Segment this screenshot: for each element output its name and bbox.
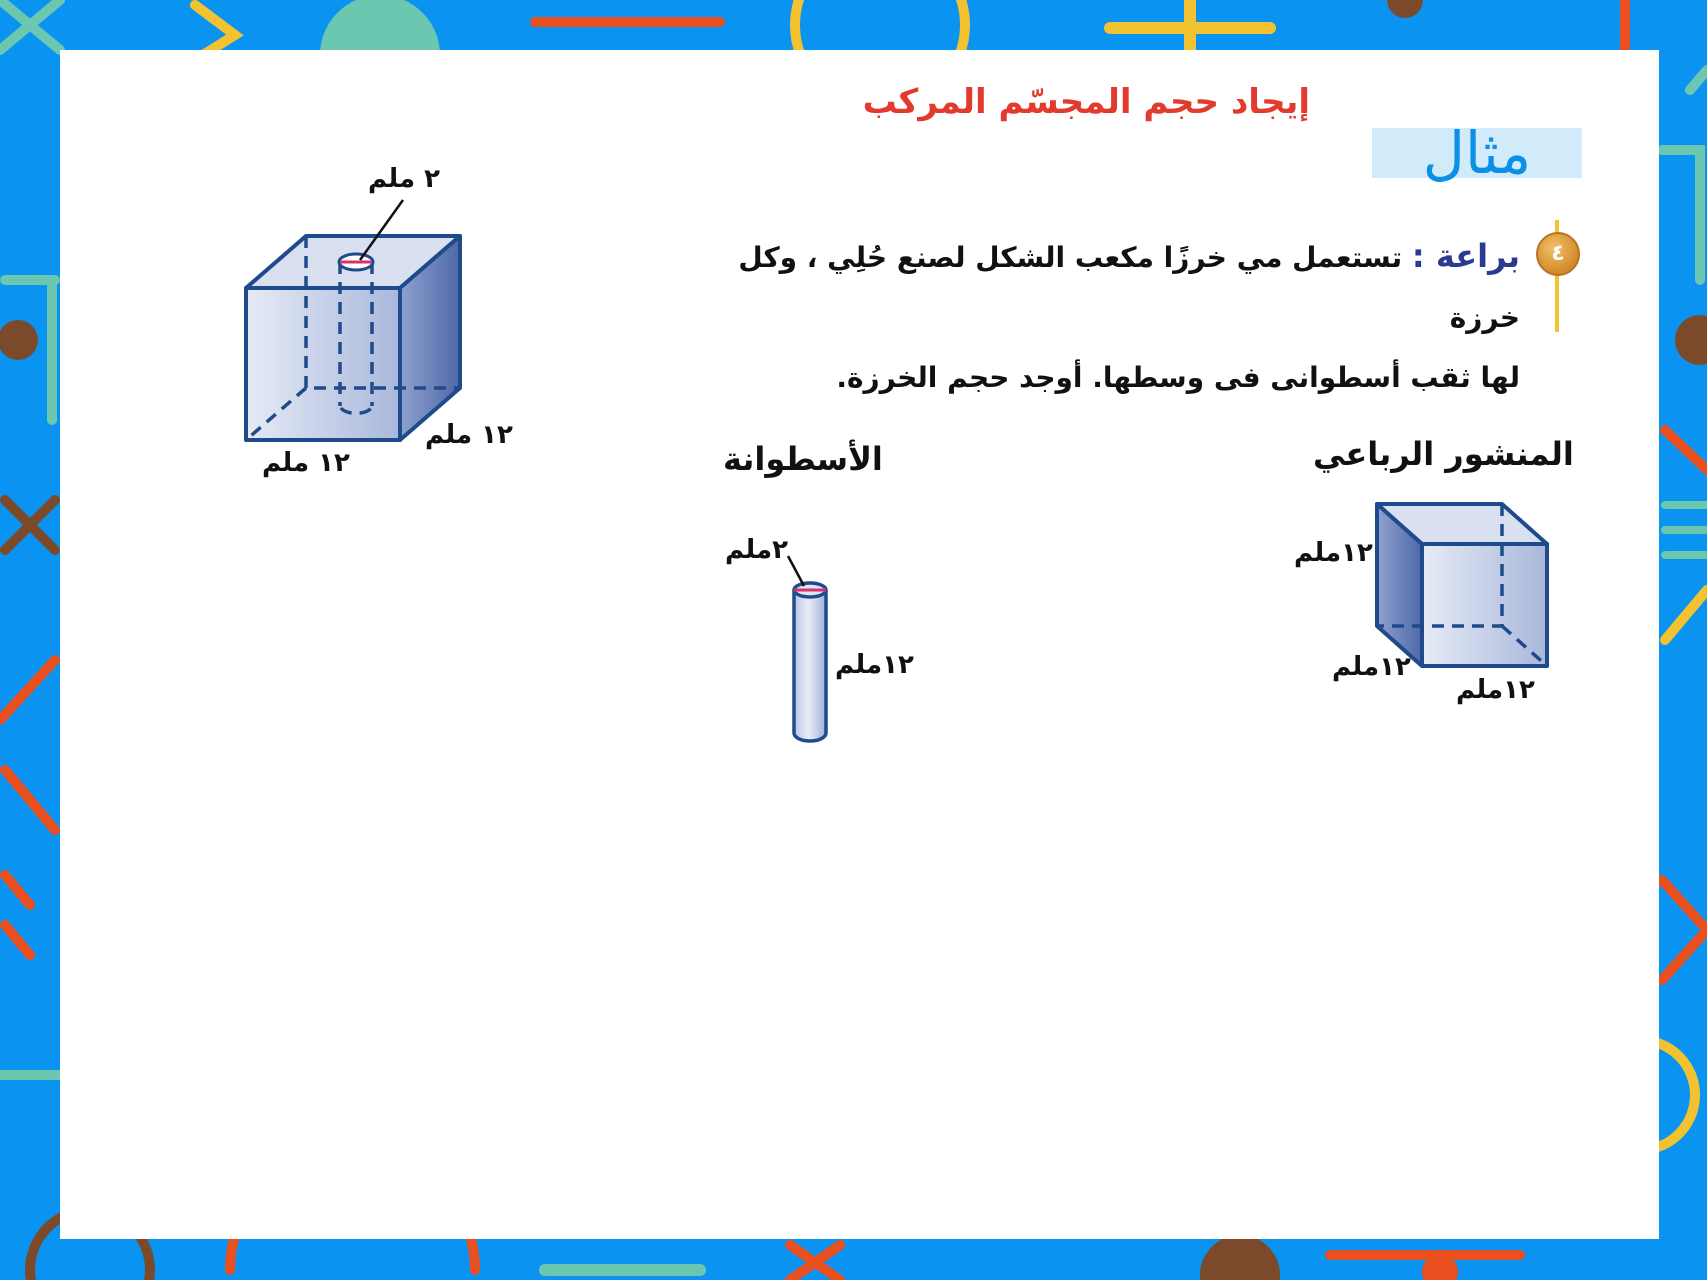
- bead-width-label: ١٢ ملم: [262, 448, 350, 478]
- problem-statement: [660, 226, 1520, 408]
- problem-topic: براعة :: [1411, 237, 1520, 275]
- prism-height-label: ١٢ملم: [1294, 538, 1373, 568]
- cylinder-diameter-label: ٢ملم: [725, 535, 788, 565]
- prism-caption: المنشور الرباعي: [1313, 435, 1574, 473]
- prism-depth-label: ١٢ملم: [1332, 652, 1411, 682]
- cylinder-height-label: ١٢ملم: [835, 650, 914, 680]
- problem-line-1: [660, 226, 1520, 348]
- cylinder-caption: الأسطوانة: [723, 440, 883, 478]
- bead-depth-label: ١٢ ملم: [425, 420, 513, 450]
- example-label: مثال: [1422, 119, 1532, 187]
- problem-line-1-text: تستعمل مي خرزًا مكعب الشكل لصنع حُلِي ، وكل خرزة: [738, 241, 1520, 334]
- bead-cube-figure: [238, 230, 468, 450]
- lesson-heading: إيجاد حجم المجسّم المركب: [862, 82, 1310, 122]
- problem-line-2: لها ثقب أسطوانى فى وسطها. أوجد حجم الخرزة.: [836, 361, 1520, 394]
- cylinder-figure: [790, 580, 830, 745]
- problem-number-badge: ٤: [1536, 232, 1580, 276]
- prism-width-label: ١٢ملم: [1456, 675, 1535, 705]
- bead-hole-label: ٢ ملم: [368, 164, 441, 194]
- prism-cube-figure: [1375, 500, 1555, 675]
